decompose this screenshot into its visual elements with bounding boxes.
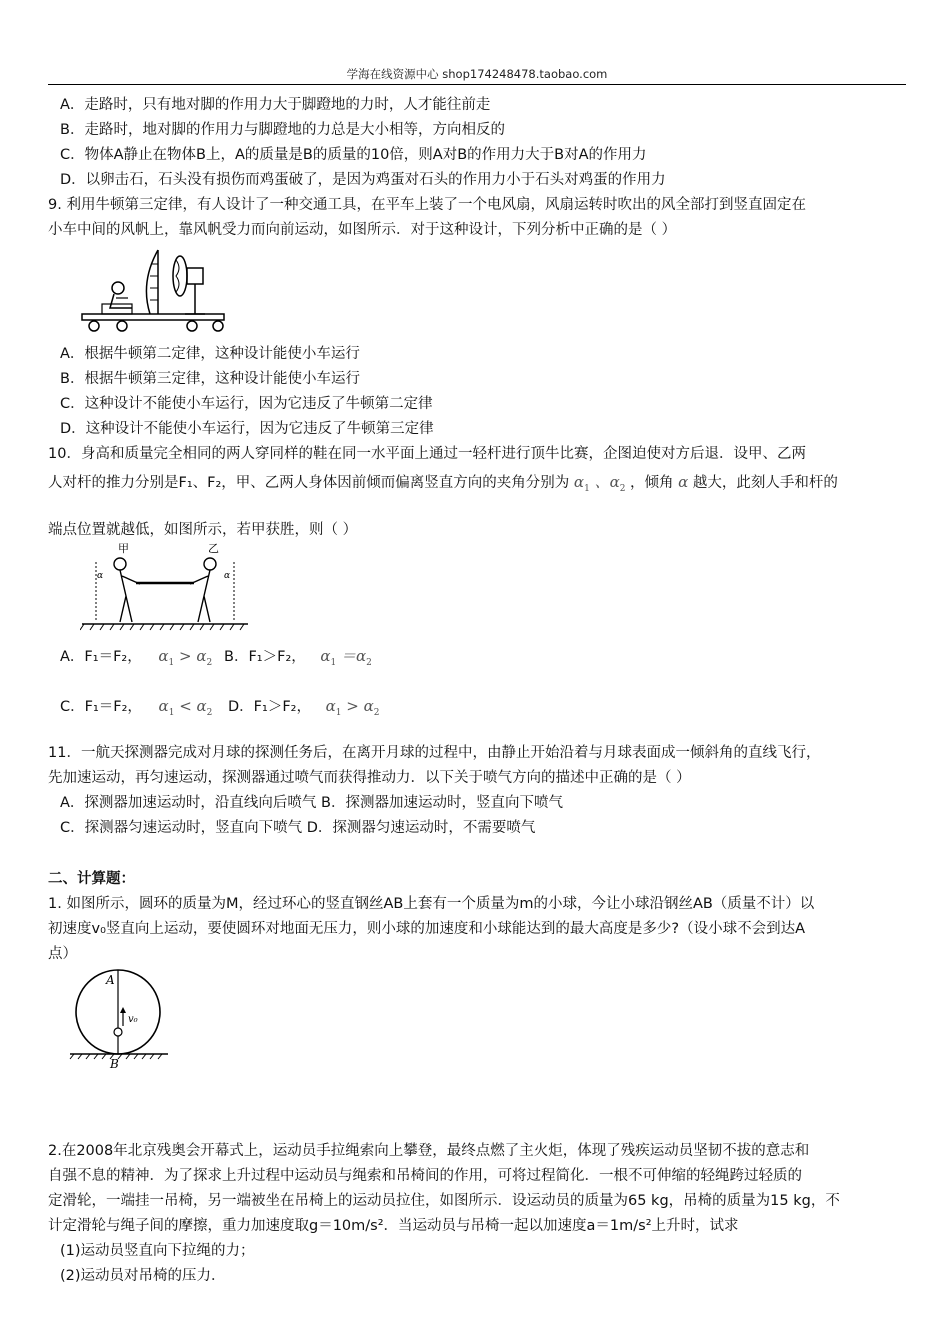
q10-stem-part2: ，倾角 — [630, 475, 674, 491]
q8-option-a: A．走路时，只有地对脚的作用力大于脚蹬地的力时，人才能往前走 — [60, 97, 491, 113]
q10-option-d — [228, 696, 379, 723]
fig-label-yi: 乙 — [208, 542, 219, 555]
q10-option-b-math: $\alpha_1 =\alpha_2$ — [320, 647, 372, 668]
calc2-line1: 2.在2008年北京残奥会开幕式上，运动员手拉绳索向上攀登，最终点燃了主火炬，体现了残疾运动员坚韧不拔的意志和 — [48, 1143, 810, 1159]
q10-stem-line1: 10．身高和质量完全相同的两人穿同样的鞋在同一水平面上通过一轻杆进行顶牛比赛，企图迫使对方后退．设甲、乙两 — [48, 446, 806, 462]
q11-options-row2: C．探测器匀速运动时，竖直向下喷气 D．探测器匀速运动时，不需要喷气 — [60, 820, 536, 836]
q8-option-d: D．以卵击石，石头没有损伤而鸡蛋破了，是因为鸡蛋对石头的作用力小于石头对鸡蛋的作用力 — [60, 172, 666, 188]
page-header: 学海在线资源中心 shop174248478.taobao.com — [346, 67, 608, 81]
q9-option-c: C．这种设计不能使小车运行，因为它违反了牛顿第二定律 — [60, 396, 433, 412]
calc1-line3: 点） — [48, 946, 77, 962]
q10-push-rod-figure — [80, 542, 250, 634]
alpha-symbol: α — [678, 473, 689, 491]
calc1-line1: 1. 如图所示，圆环的质量为M，经过环心的竖直钢丝AB上套有一个质量为m的小球，今让小球沿钢丝AB（质量不计）以 — [48, 896, 815, 912]
q10-option-a-text: A．F₁＝F₂， — [60, 649, 142, 665]
q10-option-b-text: B．F₁＞F₂， — [224, 649, 306, 665]
fig-label-jia: 甲 — [118, 542, 129, 555]
fig-v0: v₀ — [128, 1014, 138, 1025]
q9-stem-line1: 9. 利用牛顿第三定律，有人设计了一种交通工具，在平车上装了一个电风扇，风扇运转时吹出的风全部打到竖直固定在 — [48, 197, 806, 213]
q8-option-b: B．走路时，地对脚的作用力与脚蹬地的力总是大小相等，方向相反的 — [60, 122, 505, 138]
calc2-line4: 计定滑轮与绳子间的摩擦，重力加速度取g＝10m/s²．当运动员与吊椅一起以加速度a＝1m/s²上升时，试求 — [48, 1218, 739, 1234]
q10-stem-part1: 人对杆的推力分别是F₁、F₂，甲、乙两人身体因前倾而偏离竖直方向的夹角分别为 — [48, 475, 570, 491]
q9-option-a: A．根据牛顿第二定律，这种设计能使小车运行 — [60, 346, 360, 362]
q9-option-d: D．这种设计不能使小车运行，因为它违反了牛顿第三定律 — [60, 421, 434, 437]
alpha1-alpha2-symbol: $\alpha_1$ 、$\alpha_2$ — [573, 473, 626, 494]
q11-options-row1: A．探测器加速运动时，沿直线向后喷气 B．探测器加速运动时，竖直向下喷气 — [60, 795, 563, 811]
q10-option-c-text: C．F₁＝F₂， — [60, 699, 142, 715]
q10-stem-line2 — [48, 472, 838, 499]
calc2-line2: 自强不息的精神．为了探求上升过程中运动员与绳索和吊椅间的作用，可将过程简化．一根不可伸缩的轻绳跨过轻质的 — [48, 1168, 802, 1184]
q10-option-c — [60, 696, 212, 723]
section2-title: 二、计算题： — [48, 871, 135, 887]
fig-point-b: B — [110, 1057, 119, 1071]
fig-point-a: A — [106, 973, 115, 987]
header-rule — [48, 84, 906, 85]
q11-stem-line2: 先加速运动，再匀速运动，探测器通过喷气而获得推动力．以下关于喷气方向的描述中正确的是（ ） — [48, 770, 691, 786]
q10-stem-line3: 端点位置就越低，如图所示，若甲获胜，则（ ） — [48, 522, 358, 538]
svg-text:α: α — [97, 571, 104, 581]
q10-option-b — [224, 646, 372, 673]
q9-option-b: B．根据牛顿第三定律，这种设计能使小车运行 — [60, 371, 360, 387]
calc1-line2: 初速度v₀竖直向上运动，要使圆环对地面无压力，则小球的加速度和小球能达到的最大高度是多少?（设小球不会到达A — [48, 921, 806, 937]
q10-option-c-math: $\alpha_1 < \alpha_2$ — [158, 697, 213, 718]
q8-option-c: C．物体A静止在物体B上，A的质量是B的质量的10倍，则A对B的作用力大于B对A的作用力 — [60, 147, 647, 163]
q11-stem-line1: 11．一航天探测器完成对月球的探测任务后，在离开月球的过程中，由静止开始沿着与月球表面成一倾斜角的直线飞行， — [48, 745, 821, 761]
calc2-sub2: (2)运动员对吊椅的压力． — [60, 1268, 226, 1284]
q9-stem-line2: 小车中间的风帆上，靠风帆受力而向前运动，如图所示．对于这种设计，下列分析中正确的是（ ） — [48, 222, 677, 238]
calc2-line3: 定滑轮，一端挂一吊椅，另一端被坐在吊椅上的运动员拉住，如图所示．设运动员的质量为65 kg，吊椅的质量为15 kg，不 — [48, 1193, 840, 1209]
calc2-sub1: (1)运动员竖直向下拉绳的力； — [60, 1243, 255, 1259]
q10-option-d-math: $\alpha_1 > \alpha_2$ — [325, 697, 380, 718]
q10-stem-part3: 越大，此刻人手和杆的 — [692, 475, 838, 491]
q9-fan-cart-figure — [80, 246, 230, 334]
calc1-ring-figure — [68, 966, 178, 1072]
q10-option-d-text: D．F₁＞F₂， — [228, 699, 311, 715]
q10-option-a-math: $\alpha_1 > \alpha_2$ — [158, 647, 213, 668]
svg-text:α: α — [224, 571, 231, 581]
q10-option-a — [60, 646, 212, 673]
